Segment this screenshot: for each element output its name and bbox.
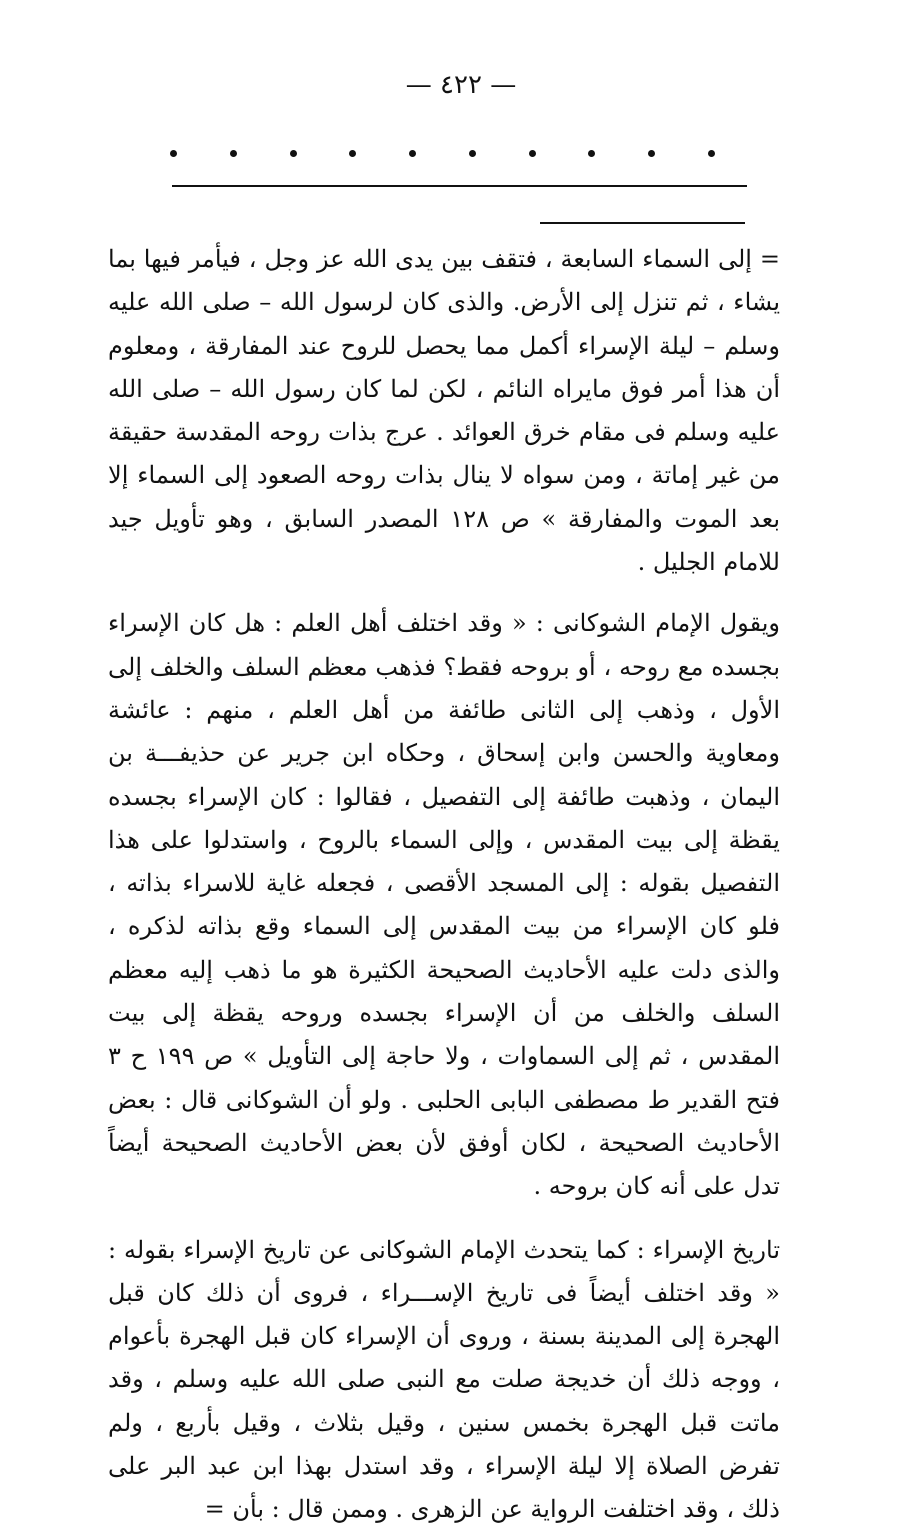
dot-icon: [529, 150, 536, 157]
footnote-text: [108, 238, 780, 1532]
dot-icon: [230, 150, 237, 157]
footnote-separator-short: [540, 222, 745, 224]
dot-icon: [170, 150, 177, 157]
dot-icon: [409, 150, 416, 157]
paragraph-3: تاريخ الإسراء : كما يتحدث الإمام الشوكانى عن تاريخ الإسراء بقوله : « وقد اختلف أيضاً فى تاريخ الإســـراء ، فروى أن ذلك كان قبل الهجرة إلى المدينة بسنة ، وروى أن الإسراء كان قبل الهجرة بأعوام ، ووجه ذلك أن خديجة صلت مع النبى صلى الله عليه وسلم ، وقد ماتت قبل الهجرة بخمس سنين ، وقيل بثلاث ، وقيل بأربع ، ولم تفرض الصلاة إلا ليلة الإسراء ، وقد استدل بهذا ابن عبد البر على ذلك ، وقد اختلفت الرواية عن الزهرى . وممن قال : بأن =: [108, 1235, 780, 1524]
dot-icon: [648, 150, 655, 157]
page-number: — ٤٢٢ —: [405, 70, 517, 100]
footnote-separator-long: [172, 185, 747, 187]
paragraph-2: ويقول الإمام الشوكانى : « وقد اختلف أهل العلم : هل كان الإسراء بجسده مع روحه ، أو بروحه فقط؟ فذهب معظم السلف والخلف إلى الأول ، وذهب إلى الثانى طائفة من أهل العلم ، منهم : عائشة ومعاوية والحسن وابن إسحاق ، وحكاه ابن جرير عن حذيفـــة بن اليمان ، وذهبت طائفة إلى التفصيل ، فقالوا : كان الإسراء بجسده يقظة إلى بيت المقدس ، وإلى السماء بالروح ، واستدلوا على هذا التفصيل بقوله : إلى المسجد الأقصى ، فجعله غاية للاسراء بذاته ، فلو كان الإسراء من بيت المقدس إلى السماء وقع بذاته لذكره ، والذى دلت عليه الأحاديث الصحيحة الكثيرة هو ما ذهب إليه معظم السلف والخلف من أن الإسراء بجسده وروحه يقظة إلى بيت المقدس ، ثم إلى السماوات ، ولا حاجة إلى التأويل » ص ١٩٩ ح ٣ فتح القدير ط مصطفى البابى الحلبى . ولو أن الشوكانى قال : بعض الأحاديث الصحيحة ، لكان أوفق لأن بعض الأحاديث الصحيحة أيضاً تدل على أنه كان بروحه .: [108, 609, 781, 1201]
dot-icon: [588, 150, 595, 157]
dot-icon: [708, 150, 715, 157]
paragraph-1: = إلى السماء السابعة ، فتقف بين يدى الله عز وجل ، فيأمر فيها بما يشاء ، ثم تنزل إلى الأرض. والذى كان لرسول الله – صلى الله عليه وسلم – ليلة الإسراء أكمل مما يحصل للروح عند المفارقة ، ومعلوم أن هذا أمر فوق مايراه النائم ، لكن لما كان رسول الله – صلى الله عليه وسلم فى مقام خرق العوائد . عرج بذات روحه المقدسة حقيقة من غير إماتة ، ومن سواه لا ينال بذات روحه الصعود إلى السماء إلا بعد الموت والمفارقة » ص ١٢٨ المصدر السابق ، وهو تأويل جيد للامام الجليل .: [108, 245, 781, 577]
dot-icon: [469, 150, 476, 157]
ellipsis-dots: [170, 150, 715, 157]
dot-icon: [290, 150, 297, 157]
dot-icon: [349, 150, 356, 157]
